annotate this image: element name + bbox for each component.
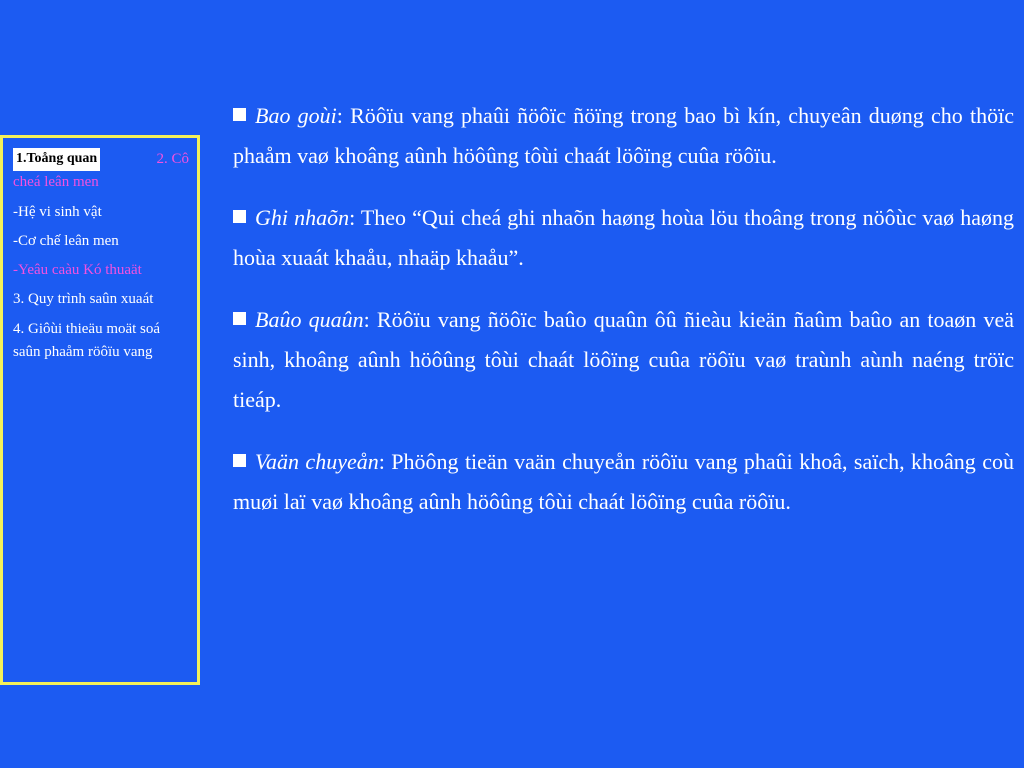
term-transport: Vaän chuyeån: [255, 449, 379, 474]
outline-sidebar: [0, 135, 200, 685]
square-bullet-icon: [233, 454, 246, 467]
outline-item-production-process[interactable]: 3. Quy trình saûn xuaát: [13, 291, 154, 308]
outline-row-1: [13, 148, 189, 171]
text-storage: : Röôïu vang ñöôïc baûo quaûn ôû ñieàu kieän ñaûm baûo an toaøn veä sinh, khoâng aûnh höôûng tôùi chaát löôïng cuûa röôïu vaø traùnh aùnh naéng tröïc tieáp.: [233, 307, 1014, 412]
text-transport: : Phöông tieän vaän chuyeån röôïu vang phaûi khoâ, saïch, khoâng coù muøi laï vaø khoâng aûnh höôûng tôùi chaát löôïng cuûa röôïu.: [233, 449, 1014, 514]
paragraph-transport: [233, 442, 1014, 522]
term-labeling: Ghi nhaõn: [255, 205, 350, 230]
term-packaging: Bao goùi: [255, 103, 337, 128]
outline-item-fermentation-mechanism[interactable]: -Cơ chế leân men: [13, 232, 119, 249]
outline-item-mechanism-head[interactable]: 2. Cô: [156, 151, 189, 167]
paragraph-storage: [233, 300, 1014, 420]
text-labeling: : Theo “Qui cheá ghi nhaõn haøng hoùa löu thoâng trong nöôùc vaø haøng hoùa xuaát khaåu, nhaäp khaåu”.: [233, 205, 1015, 270]
outline-item-technical-requirements[interactable]: -Yeâu caàu Kó thuaät: [13, 262, 142, 278]
square-bullet-icon: [233, 108, 246, 121]
outline-item-microbe[interactable]: -Hệ vi sinh vật: [13, 203, 102, 220]
outline-item-products[interactable]: 4. Giôùi thieäu moät soá saûn phaåm röôïu vang: [13, 320, 161, 360]
square-bullet-icon: [233, 312, 246, 325]
paragraph-packaging: [233, 96, 1014, 176]
square-bullet-icon: [233, 210, 246, 223]
term-storage: Baûo quaûn: [255, 307, 364, 332]
paragraph-labeling: [233, 198, 1014, 278]
outline-item-mechanism-tail[interactable]: cheá leân men: [13, 174, 99, 191]
text-packaging: : Röôïu vang phaûi ñöôïc ñöïng trong bao bì kín, chuyeân duøng cho thöïc phaåm vaø khoâng aûnh höôûng tôùi chaát löôïng cuûa röôïu.: [233, 103, 1014, 168]
slide-content: [233, 96, 1014, 544]
outline-item-overview[interactable]: 1.Toång quan: [13, 148, 100, 171]
